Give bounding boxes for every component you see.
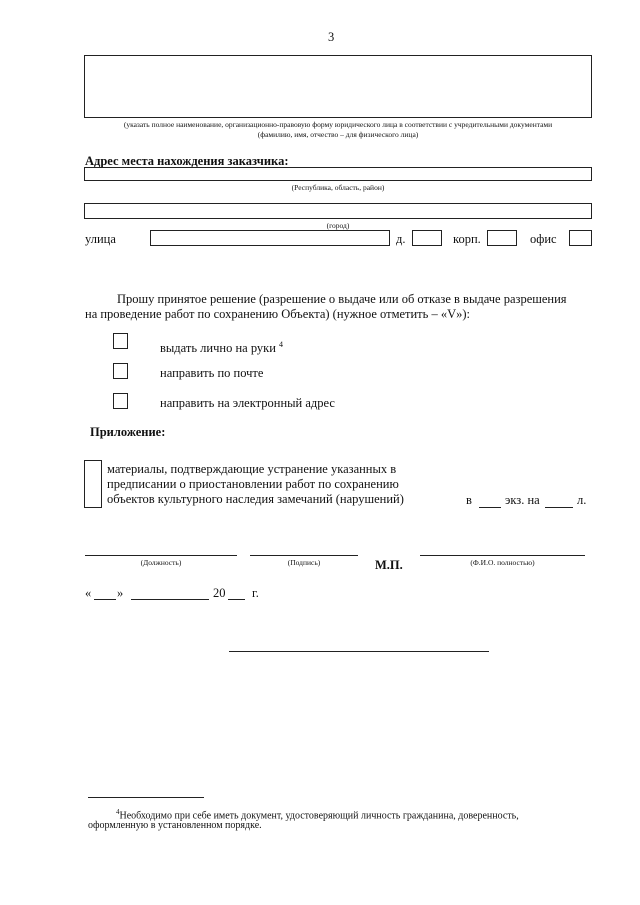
region-field[interactable] — [84, 167, 592, 181]
option-in-person-checkbox[interactable] — [113, 333, 128, 349]
footnote-ref: 4 — [279, 340, 284, 349]
org-name-caption: (указать полное наименование, организационно-правовую форму юридического лица в соответствии с учредительными документами — [123, 120, 553, 129]
option-email-checkbox[interactable] — [113, 393, 128, 409]
date-year-suffix: г. — [252, 586, 259, 600]
org-name-field[interactable] — [84, 55, 592, 118]
date-close-quote: » — [117, 586, 124, 600]
fio-caption: (Ф.И.О. полностью) — [470, 558, 535, 567]
building-field[interactable] — [487, 230, 517, 246]
footnote-separator — [88, 797, 204, 798]
region-caption: (Республика, область, район) — [291, 183, 385, 192]
sheets-count-blank[interactable] — [545, 507, 573, 508]
house-label: д. — [396, 232, 406, 246]
position-caption: (Должность) — [140, 558, 182, 567]
signature-caption: (Подпись) — [287, 558, 321, 567]
option-in-person-label: выдать лично на руки $^4$ — [160, 340, 284, 356]
footnote-text-line-2: оформленную в установленном порядке. — [88, 820, 262, 831]
option-by-mail-label: направить по почте — [160, 366, 264, 380]
office-field[interactable] — [569, 230, 592, 246]
attachment-text-line-3: объектов культурного наследия замечаний (нарушений) — [107, 492, 404, 506]
building-label: корп. — [453, 232, 481, 246]
attachment-heading: Приложение: — [90, 425, 166, 439]
request-text-line-2: на проведение работ по сохранению Объекта) (нужное отметить – «V»): — [85, 307, 471, 321]
option-by-mail-checkbox[interactable] — [113, 363, 128, 379]
stamp-label: М.П. — [375, 558, 403, 572]
date-year-prefix: 20 — [213, 586, 226, 600]
city-field[interactable] — [84, 203, 592, 219]
date-day-blank[interactable] — [94, 599, 116, 600]
copies-count-blank[interactable] — [479, 507, 501, 508]
date-year-blank[interactable] — [228, 599, 245, 600]
position-blank[interactable] — [85, 555, 237, 556]
attachment-checkbox[interactable] — [84, 460, 102, 508]
office-label: офис — [530, 232, 557, 246]
footnote-text-line-1: Необходимо при себе иметь документ, удостоверяющий личность гражданина, доверенность, — [119, 810, 519, 822]
footnote-mark: 4 — [116, 808, 120, 816]
person-name-caption: (фамилию, имя, отчество – для физического лица) — [257, 130, 419, 139]
attachment-text-line-2: предписании о приостановлении работ по сохранению — [107, 477, 399, 491]
sheets-label: л. — [577, 493, 587, 507]
city-caption: (город) — [326, 221, 350, 230]
copies-in-label: в — [466, 493, 472, 507]
request-text-line-1: Прошу принятое решение (разрешение о выдаче или об отказе в выдаче разрешения — [117, 292, 567, 306]
address-heading: Адрес места нахождения заказчика: — [85, 154, 289, 168]
house-field[interactable] — [412, 230, 442, 246]
signature-blank[interactable] — [250, 555, 358, 556]
street-field[interactable] — [150, 230, 390, 246]
date-open-quote: « — [85, 586, 92, 600]
option-email-label: направить на электронный адрес — [160, 396, 335, 410]
fio-blank[interactable] — [420, 555, 585, 556]
date-month-blank[interactable] — [131, 599, 209, 600]
attachment-text-line-1: материалы, подтверждающие устранение указанных в — [107, 462, 397, 476]
street-label: улица — [85, 232, 116, 246]
copies-label: экз. на — [505, 493, 540, 507]
page-number: 3 — [328, 30, 335, 44]
additional-signature-line[interactable] — [229, 651, 489, 652]
